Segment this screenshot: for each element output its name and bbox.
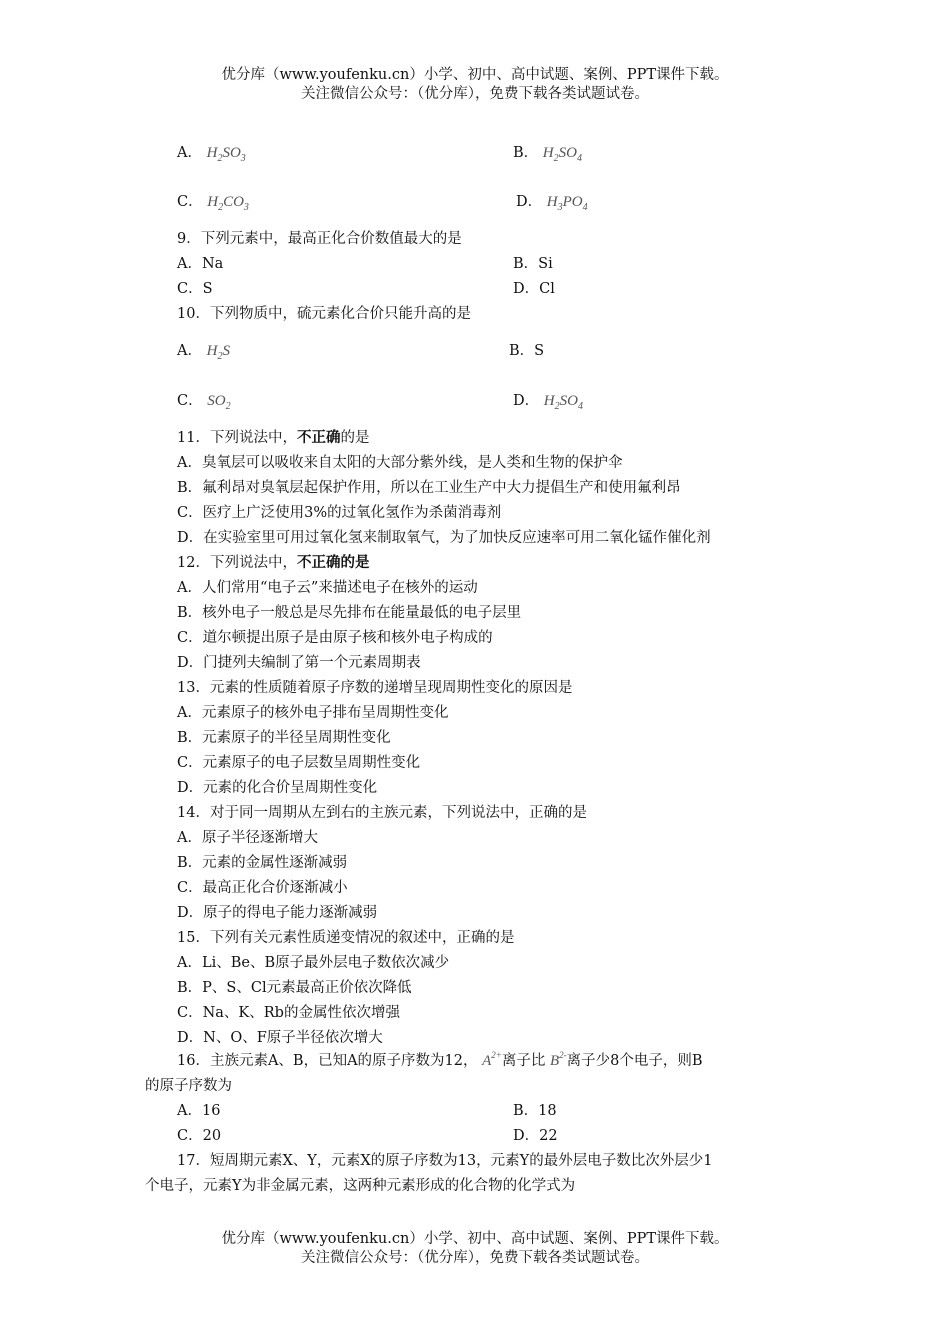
q14-option-c: C．最高正化合价逐渐减小 (177, 880, 348, 896)
q14-stem: 14．对于同一周期从左到右的主族元素，下列说法中，正确的是 (177, 805, 587, 821)
page-header (0, 66, 950, 104)
q14-option-a: A．原子半径逐渐增大 (177, 830, 318, 846)
formula: $H_2S$ (206, 343, 230, 362)
q9-option-b: B．Si (513, 256, 553, 272)
q12-option-c: C．道尔顿提出原子是由原子核和核外电子构成的 (177, 630, 493, 646)
q13-option-c: C．元素原子的电子层数呈周期性变化 (177, 755, 421, 771)
q11-stem: 11．下列说法中，不正确的是 (177, 429, 370, 446)
q13-option-a: A．元素原子的核外电子排布呈周期性变化 (177, 705, 449, 721)
q8-option-c: C． $H_2CO_3$ (177, 194, 249, 213)
q15-option-a: A．Li、Be、B原子最外层电子数依次减少 (177, 955, 450, 971)
q11-option-b: B．氟利昂对臭氧层起保护作用，所以在工业生产中大力提倡生产和使用氟利昂 (177, 480, 681, 496)
q16-option-d: D．22 (513, 1128, 558, 1144)
formula: $H_2CO_3$ (207, 194, 249, 213)
q16-stem-line2: 的原子序数为 (145, 1078, 232, 1094)
q16-option-b: B．18 (513, 1103, 557, 1119)
page-footer (0, 1230, 950, 1268)
formula: $H_3PO_4$ (546, 194, 588, 213)
q16-option-a: A．16 (177, 1103, 221, 1119)
ion-b: $B^{2-}$ (549, 1050, 567, 1069)
header-line-2: 关注微信公众号：（优分库），免费下载各类试题试卷。 (301, 86, 649, 102)
q17-stem-line1: 17．短周期元素X、Y，元素X的原子序数为13，元素Y的最外层电子数比次外层少1 (177, 1153, 713, 1169)
q13-option-d: D．元素的化合价呈周期性变化 (177, 780, 378, 796)
q10-stem: 10．下列物质中，硫元素化合价只能升高的是 (177, 306, 471, 322)
q9-option-d: D．Cl (513, 281, 555, 297)
q15-option-c: C．Na、K、Rb的金属性依次增强 (177, 1005, 400, 1021)
q14-option-d: D．原子的得电子能力逐渐减弱 (177, 905, 378, 921)
q14-option-b: B．元素的金属性逐渐减弱 (177, 855, 348, 871)
footer-line-2: 关注微信公众号：（优分库），免费下载各类试题试卷。 (301, 1250, 649, 1266)
q12-stem: 12．下列说法中，不正确的是 (177, 554, 370, 571)
q9-stem: 9．下列元素中，最高正化合价数值最大的是 (177, 231, 462, 247)
q13-stem: 13．元素的性质随着原子序数的递增呈现周期性变化的原因是 (177, 680, 573, 696)
q12-option-a: A．人们常用“电子云”来描述电子在核外的运动 (177, 580, 478, 596)
q13-option-b: B．元素原子的半径呈周期性变化 (177, 730, 391, 746)
q12-option-b: B．核外电子一般总是尽先排布在能量最低的电子层里 (177, 605, 522, 621)
q17-stem-line2: 个电子，元素Y为非金属元素，这两种元素形成的化合物的化学式为 (145, 1178, 576, 1194)
q15-stem: 15．下列有关元素性质递变情况的叙述中，正确的是 (177, 930, 515, 946)
q15-option-d: D．N、O、F原子半径依次增大 (177, 1030, 383, 1046)
q10-option-c: C． $SO_2$ (177, 393, 231, 412)
q16-option-c: C．20 (177, 1128, 222, 1144)
footer-line-1: 优分库（www.youfenku.cn）小学、初中、高中试题、案例、PPT课件下载。 (221, 1231, 729, 1247)
q10-option-d: D． $H_2SO_4$ (513, 393, 583, 412)
q9-option-a: A．Na (177, 256, 224, 272)
ion-a: $A^{2+}$ (482, 1050, 502, 1069)
q15-option-b: B．P、S、Cl元素最高正价依次降低 (177, 980, 412, 996)
q11-option-d: D．在实验室里可用过氧化氢来制取氧气，为了加快反应速率可用二氧化锰作催化剂 (177, 530, 711, 546)
formula: $H_2SO_4$ (542, 145, 582, 164)
q10-option-b: B．S (509, 343, 545, 359)
formula: $H_2SO_3$ (206, 145, 246, 164)
q8-option-d: D． $H_3PO_4$ (516, 194, 588, 213)
q11-option-c: C．医疗上广泛使用3%的过氧化氢作为杀菌消毒剂 (177, 505, 502, 521)
q8-option-a: A． $H_2SO_3$ (177, 145, 246, 164)
q8-option-b: B． $H_2SO_4$ (513, 145, 582, 164)
header-line-1: 优分库（www.youfenku.cn）小学、初中、高中试题、案例、PPT课件下载。 (221, 67, 729, 83)
formula: $H_2SO_4$ (543, 393, 583, 412)
q12-option-d: D．门捷列夫编制了第一个元素周期表 (177, 655, 421, 671)
q11-option-a: A．臭氧层可以吸收来自太阳的大部分紫外线，是人类和生物的保护伞 (177, 455, 623, 471)
q9-option-c: C．S (177, 281, 213, 297)
formula: $SO_2$ (207, 393, 231, 412)
q16-stem: 16．主族元素A、B，已知A的原子序数为12， $A^{2+}$离子比 $B^{2-}$离子少8个电子，则B (177, 1050, 703, 1069)
q10-option-a: A． $H_2S$ (177, 343, 230, 362)
